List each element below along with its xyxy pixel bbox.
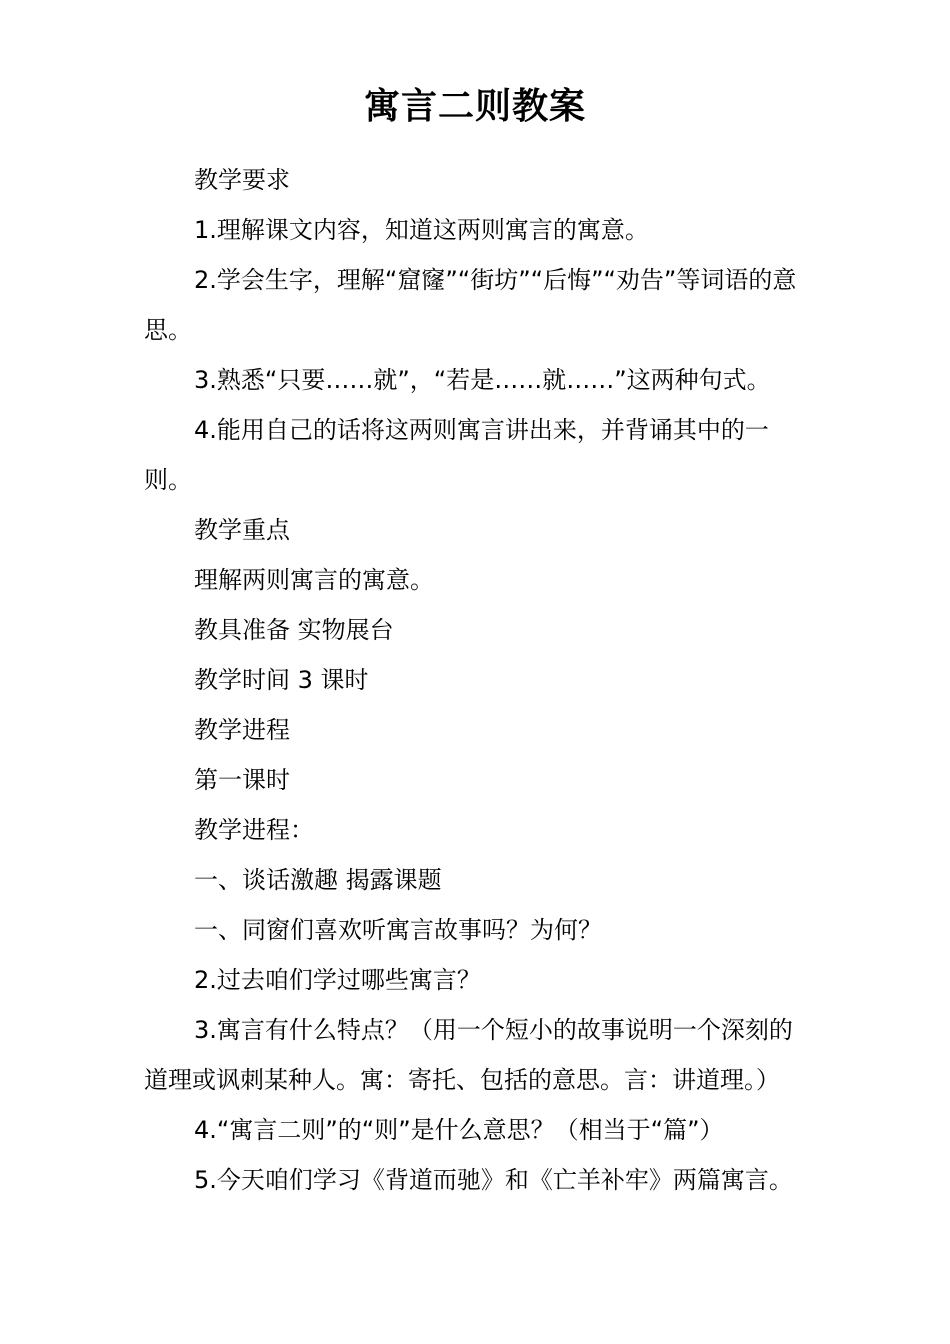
paragraph-question-2: 2.过去咱们学过哪些寓言？	[194, 966, 481, 994]
paragraph-teaching-time: 教学时间 3 课时	[194, 666, 369, 694]
paragraph-key-points: 理解两则寓言的寓意。	[194, 566, 434, 594]
paragraph-process-label: 教学进程：	[194, 816, 314, 844]
paragraph-requirement-4: 4.能用自己的话将这两则寓言讲出来，并背诵其中的一则。	[144, 416, 769, 494]
paragraph-requirement-3: 3.熟悉“只要……就”，“若是……就……”这两种句式。	[194, 366, 771, 394]
paragraph-teaching-aids: 教具准备 实物展台	[194, 616, 394, 644]
paragraph-question-4: 4.“寓言二则”的“则”是什么意思？（相当于“篇”）	[194, 1116, 724, 1144]
paragraph-question-5: 5.今天咱们学习《背道而驰》和《亡羊补牢》两篇寓言。	[194, 1166, 793, 1194]
paragraph-question-3: 3.寓言有什么特点？（用一个短小的故事说明一个深刻的道理或讽刺某种人。寓：寄托、包括的意思。言：讲道理。）	[144, 1016, 793, 1094]
paragraph-section-heading: 教学要求	[194, 166, 290, 194]
paragraph-question-1: 一、同窗们喜欢听寓言故事吗？为何？	[194, 916, 602, 944]
document-title: 寓言二则教案	[363, 85, 586, 127]
paragraph-first-lesson: 第一课时	[194, 766, 290, 794]
paragraph-requirement-1: 1.理解课文内容，知道这两则寓言的寓意。	[194, 216, 649, 244]
paragraph-part-one-heading: 一、谈话激趣 揭露课题	[194, 866, 442, 894]
paragraph-process-heading: 教学进程	[194, 716, 290, 744]
paragraph-requirement-2: 2.学会生字，理解“窟窿”“街坊”“后悔”“劝告”等词语的意思。	[144, 266, 797, 344]
document-body	[144, 155, 816, 1205]
paragraph-key-points-heading: 教学重点	[194, 516, 290, 544]
